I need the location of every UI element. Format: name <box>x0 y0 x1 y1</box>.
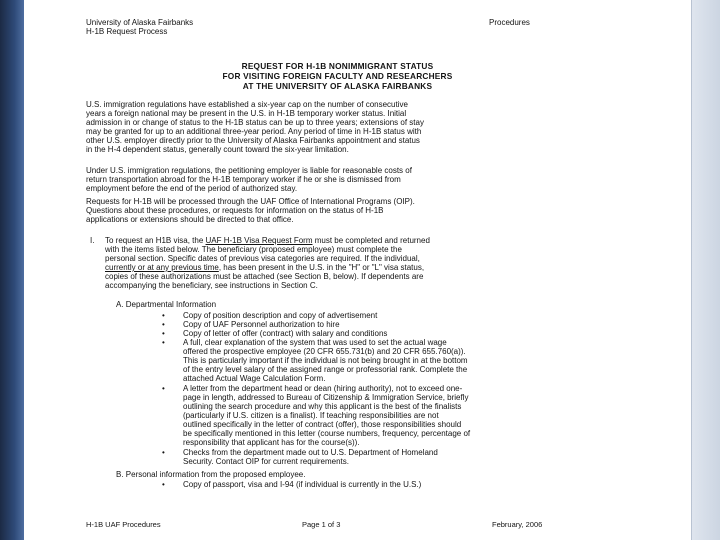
paragraph-line: Under U.S. immigration regulations, the petitioning employer is liable for reasonable costs of <box>86 166 412 175</box>
bullet-line: Security. Contact OIP for current requirements. <box>183 457 349 466</box>
bullet-line: responsibility that applicant has for the course(s)). <box>183 438 360 447</box>
bullet-line: This is particularly important if the individual is not being brought in at the bottom <box>183 356 468 365</box>
text-run: must be completed and returned <box>312 236 430 245</box>
paragraph-line: return transportation abroad for the H-1B temporary worker if he or she is dismissed from <box>86 175 401 184</box>
bullet-icon: • <box>162 480 165 489</box>
section-i-line: copies of these authorizations must be attached (see Section B, below). If dependents are <box>105 272 424 281</box>
header-process: H-1B Request Process <box>86 27 168 36</box>
footer-date: February, 2006 <box>492 520 543 529</box>
paragraph-line: other U.S. employer directly prior to the University of Alaska Fairbanks appointment and status <box>86 136 420 145</box>
bullet-line: be specifically mentioned in this letter (course numbers, frequency, percentage of <box>183 429 471 438</box>
bullet-line: A full, clear explanation of the system that was used to set the actual wage <box>183 338 447 347</box>
paragraph-line: Questions about these procedures, or requests for information on the status of H-1B <box>86 206 384 215</box>
paragraph-oip <box>86 197 589 224</box>
bullet-icon: • <box>162 338 165 347</box>
bullet-line: of the entry level salary of the assigned range or professorial rank. Complete the <box>183 365 468 374</box>
paragraph-line: years a foreign national may be present in the U.S. in H-1B temporary worker status. Initial <box>86 109 407 118</box>
paragraph-line: in the H-4 dependent status, generally count toward the six-year limitation. <box>86 145 349 154</box>
title-line: REQUEST FOR H-1B NONIMMIGRANT STATUS <box>241 61 434 71</box>
section-i-number: I. <box>90 236 95 245</box>
bullet-line: offered the prospective employee (20 CFR 655.731(b) and 20 CFR 655.760(a)). <box>183 347 466 356</box>
section-i-line <box>105 236 589 245</box>
paragraph-return-transport <box>86 166 589 193</box>
title-line: FOR VISITING FOREIGN FACULTY AND RESEARCHERS <box>222 71 453 81</box>
document-title <box>86 61 589 91</box>
visa-request-form-link[interactable]: UAF H-1B Visa Request Form <box>205 236 313 245</box>
title-line: AT THE UNIVERSITY OF ALASKA FAIRBANKS <box>242 81 433 91</box>
emphasis-underline: currently or at any previous time <box>105 263 219 272</box>
bullet-line: Copy of UAF Personnel authorization to hire <box>183 320 340 329</box>
bullet-icon: • <box>162 329 165 338</box>
footer-left: H-1B UAF Procedures <box>86 520 161 529</box>
bullet-line: Checks from the department made out to U.S. Department of Homeland <box>183 448 438 457</box>
paragraph-line: employment before the end of the period of authorized stay. <box>86 184 298 193</box>
left-sidebar-decoration <box>0 0 24 540</box>
header-org: University of Alaska Fairbanks <box>86 18 194 27</box>
text-run: , has been present in the U.S. in the "H" or "L" visa status, <box>218 263 425 272</box>
bullet-icon: • <box>162 448 165 457</box>
bullet-line: (particularly if U.S. citizen is a finalist). If teaching responsibilities are not <box>183 411 439 420</box>
paragraph-line: admission in or change of status to the H-1B status can be up to three years; extensions of stay <box>86 118 424 127</box>
paragraph-line: applications or extensions should be directed to that office. <box>86 215 294 224</box>
bullet-line: page in length, addressed to Bureau of Citizenship & Immigration Service, briefly <box>183 393 469 402</box>
header-section: Procedures <box>489 18 530 27</box>
bullet-icon: • <box>162 311 165 320</box>
bullet-line: A letter from the department head or dean (hiring authority), not to exceed one- <box>183 384 463 393</box>
paragraph-line: U.S. immigration regulations have established a six-year cap on the number of consecutive <box>86 100 408 109</box>
paragraph-line: Requests for H-1B will be processed through the UAF Office of International Programs (OIP). <box>86 197 415 206</box>
document-page <box>86 18 589 538</box>
paragraph-line: may be granted for up to an additional three-year period. Any period of time in H-1B status with <box>86 127 422 136</box>
text-run: To request an H1B visa, the <box>105 236 206 245</box>
bullet-line: attached Actual Wage Calculation Form. <box>183 374 326 383</box>
subsection-b-label: B. Personal information from the proposed employee. <box>116 470 306 479</box>
subsection-a-label: A. Departmental Information <box>116 300 217 309</box>
bullet-icon: • <box>162 320 165 329</box>
bullet-line: Copy of position description and copy of advertisement <box>183 311 378 320</box>
section-i-text <box>105 236 589 290</box>
bullet-line: outlining the search procedure and why this applicant is the best of the finalists <box>183 402 462 411</box>
footer-page-number: Page 1 of 3 <box>302 520 341 529</box>
section-i-line: personal section. Specific dates of previous visa categories are required. If the individual, <box>105 254 420 263</box>
bullet-line: Copy of letter of offer (contract) with salary and conditions <box>183 329 388 338</box>
section-i-line: accompanying the beneficiary, see instructions in Section C. <box>105 281 318 290</box>
right-scroll-margin <box>691 0 720 540</box>
bullet-line: Copy of passport, visa and I-94 (if individual is currently in the U.S.) <box>183 480 422 489</box>
paragraph-six-year-cap <box>86 100 589 154</box>
bullet-icon: • <box>162 384 165 393</box>
section-i-line <box>105 263 589 272</box>
bullet-line: outlined specifically in the letter of contract (offer), those responsibilities should <box>183 420 462 429</box>
section-i-line: with the items listed below. The beneficiary (proposed employee) must complete the <box>105 245 402 254</box>
